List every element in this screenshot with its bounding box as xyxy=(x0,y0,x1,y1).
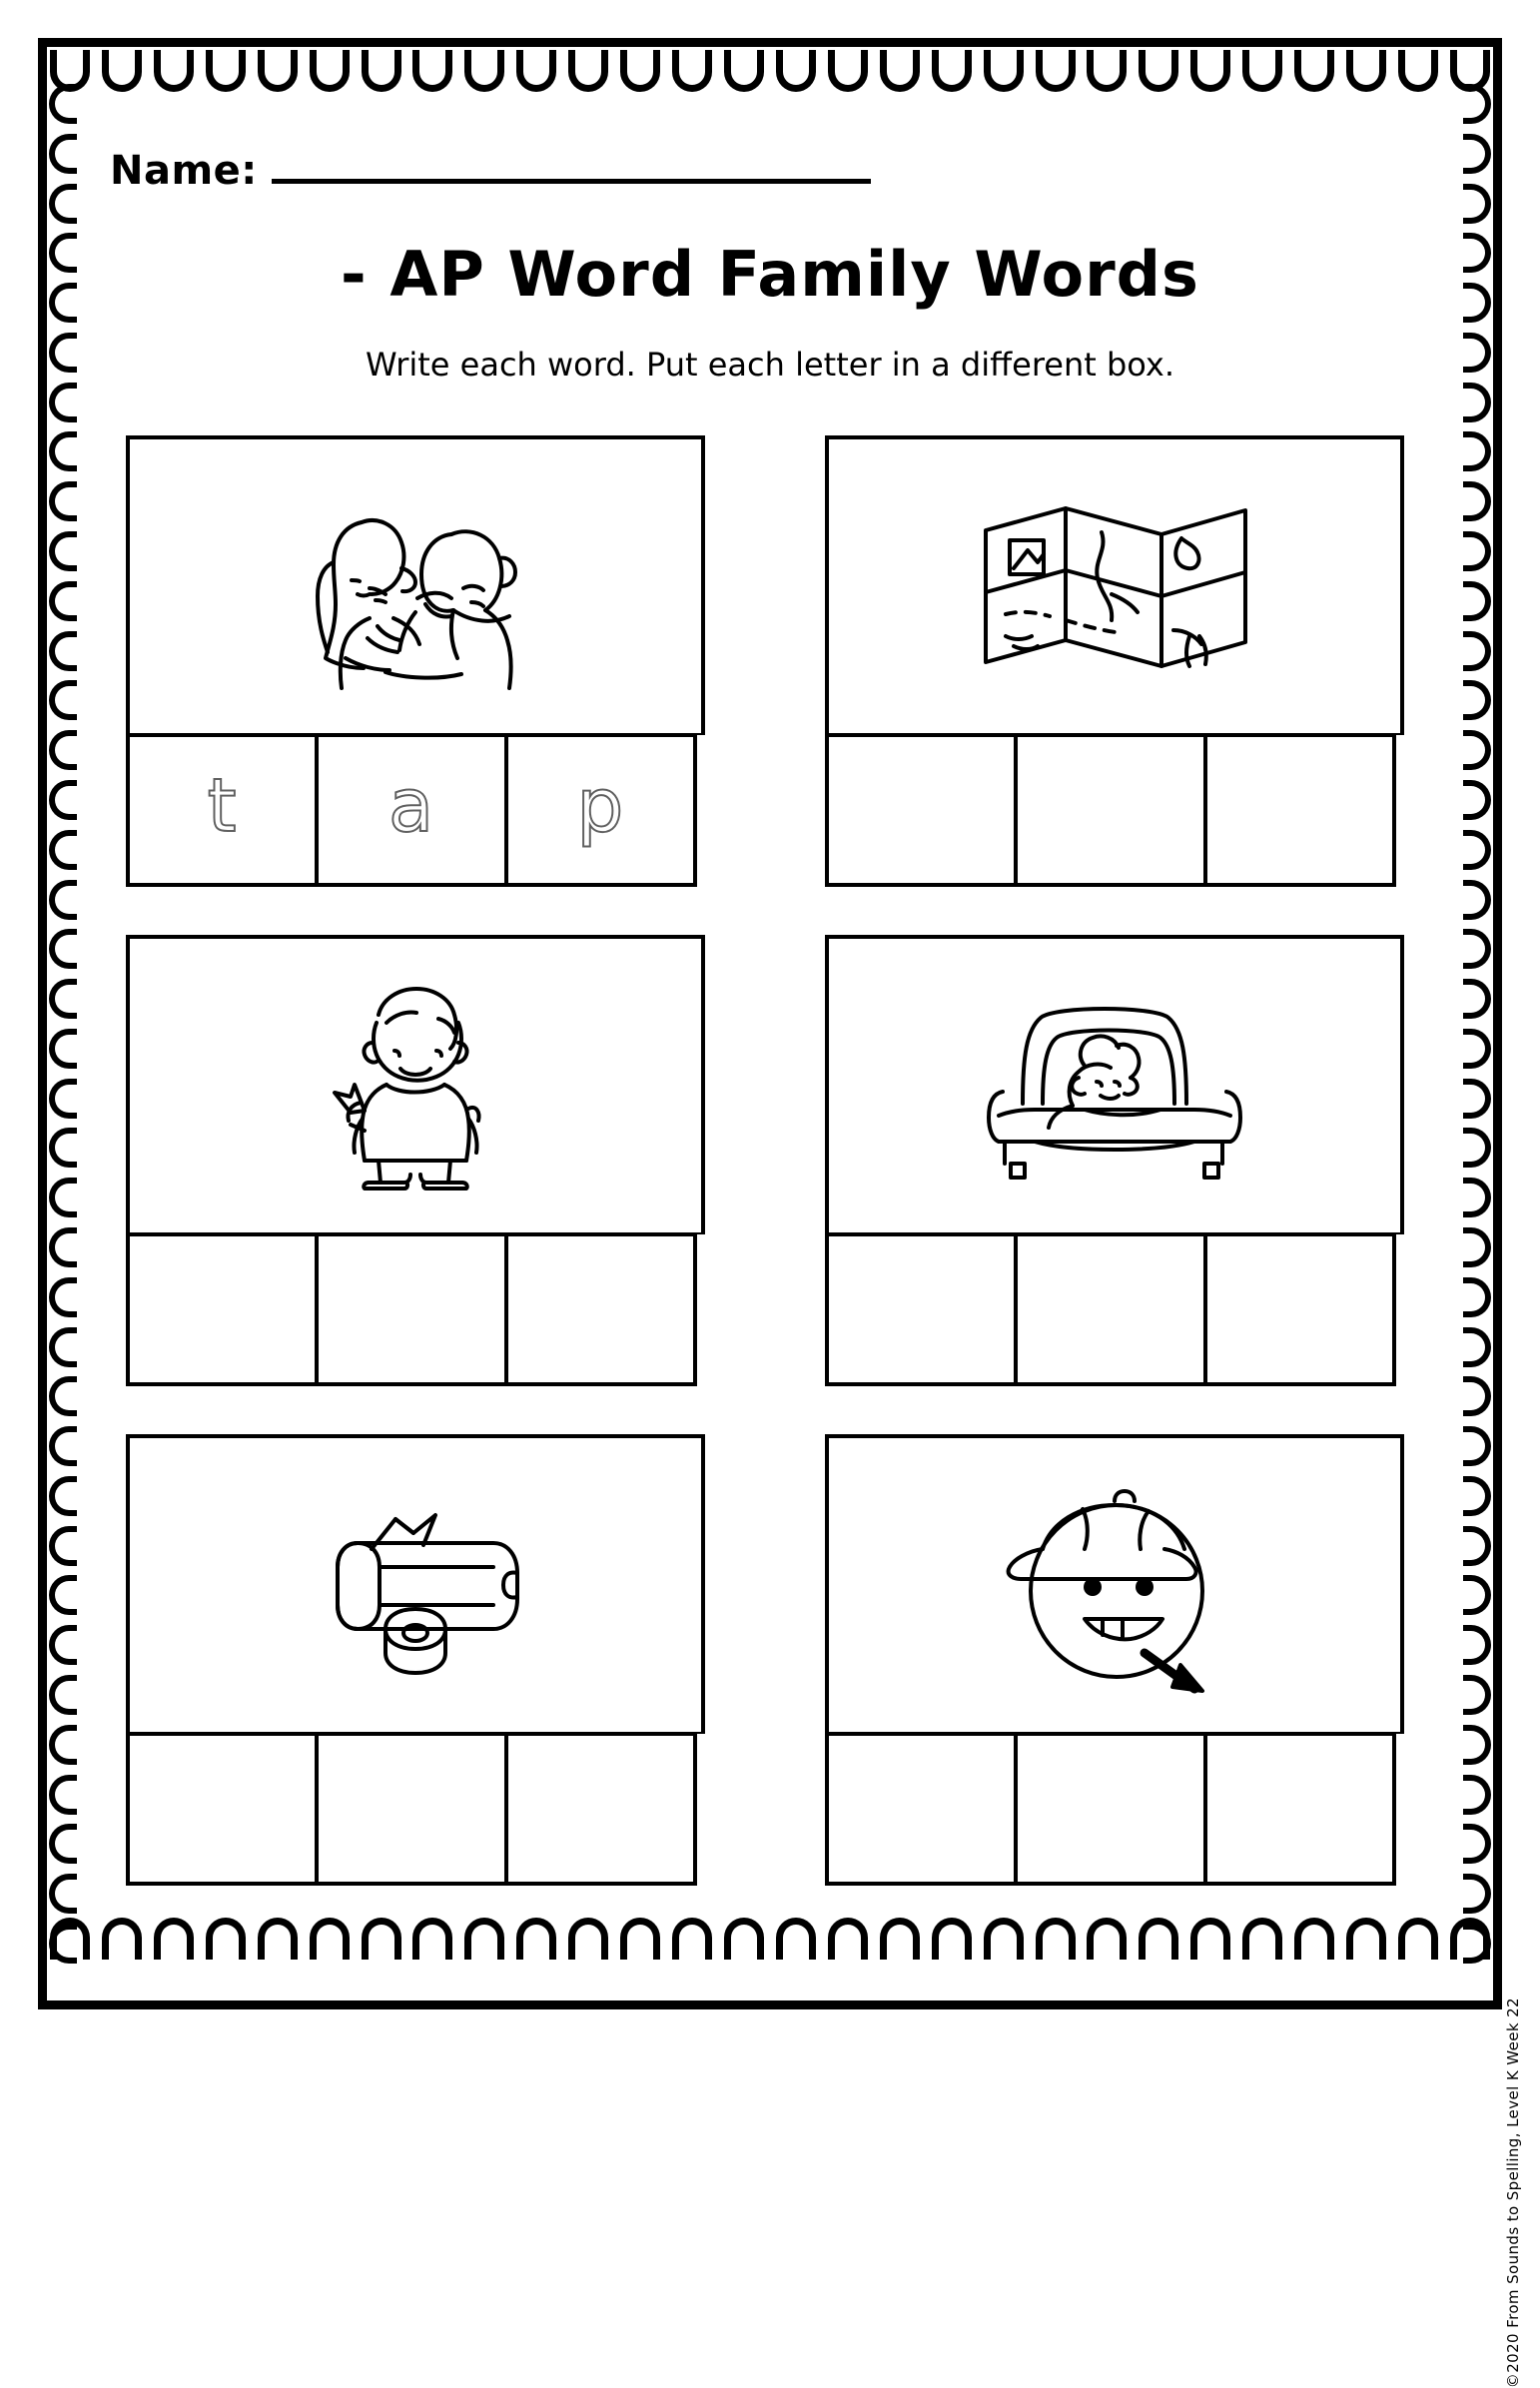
letter-box-row xyxy=(825,735,1404,887)
instructions-text: Write each word. Put each letter in a different box. xyxy=(366,346,1174,384)
scallop-arc xyxy=(49,581,77,621)
scallop-arc xyxy=(672,50,712,92)
scallop-arc xyxy=(1463,979,1491,1019)
traced-letter: p xyxy=(576,763,625,849)
scallop-arc xyxy=(932,50,972,92)
scallop-arc xyxy=(1463,481,1491,521)
scallop-arc xyxy=(1463,431,1491,471)
scallop-arc xyxy=(1463,531,1491,571)
scallop-arc xyxy=(1463,134,1491,174)
letter-box[interactable] xyxy=(126,735,319,887)
letter-box[interactable] xyxy=(825,735,1018,887)
scallop-arc xyxy=(1398,50,1438,92)
scallop-arc xyxy=(49,1227,77,1267)
scallop-arc xyxy=(49,531,77,571)
letter-box[interactable] xyxy=(315,1734,507,1886)
page-title: - AP Word Family Words xyxy=(341,238,1199,311)
scallop-arc xyxy=(1463,1476,1491,1516)
scallop-arc xyxy=(1463,1227,1491,1267)
scallop-arc xyxy=(464,50,504,92)
letter-box[interactable] xyxy=(825,1234,1018,1386)
scallop-arc xyxy=(206,50,246,92)
scallop-arc xyxy=(412,50,452,92)
scallop-arc xyxy=(49,880,77,920)
scallop-arc xyxy=(1463,1526,1491,1566)
scallop-arc xyxy=(49,1476,77,1516)
scallop-arc xyxy=(49,1128,77,1168)
scallop-arc xyxy=(1463,1178,1491,1217)
scallop-arc xyxy=(1463,1376,1491,1416)
child-napping-in-armchair-icon xyxy=(825,935,1404,1234)
scallop-arc xyxy=(776,50,816,92)
scallop-border-top xyxy=(50,48,1490,94)
letter-box-row xyxy=(126,1734,705,1886)
scallop-arc xyxy=(49,1526,77,1566)
scallop-arc xyxy=(1463,1824,1491,1864)
scallop-arc xyxy=(49,1426,77,1466)
letter-box-row xyxy=(126,735,705,887)
traced-letter: a xyxy=(387,763,435,849)
letter-box[interactable] xyxy=(1014,1734,1206,1886)
worksheet-item xyxy=(825,1434,1404,1886)
scallop-arc xyxy=(880,50,920,92)
scallop-arc xyxy=(1463,383,1491,422)
scallop-arc xyxy=(1463,184,1491,224)
scallop-arc xyxy=(49,1824,77,1864)
scallop-arc xyxy=(49,1079,77,1119)
scallop-arc xyxy=(310,50,350,92)
scallop-arc xyxy=(516,50,556,92)
letter-box[interactable] xyxy=(504,1734,697,1886)
scallop-arc xyxy=(362,50,401,92)
traced-letter: t xyxy=(207,763,238,849)
scallop-arc xyxy=(49,1625,77,1665)
children-kissing-icon xyxy=(126,435,705,735)
name-label: Name: xyxy=(110,148,258,194)
letter-box[interactable] xyxy=(1203,1734,1396,1886)
scallop-arc xyxy=(49,184,77,224)
scallop-arc xyxy=(1463,631,1491,671)
scallop-arc xyxy=(49,929,77,969)
scallop-arc xyxy=(1463,1725,1491,1765)
scallop-arc xyxy=(258,50,298,92)
boy-with-backpack-icon xyxy=(126,935,705,1234)
scallop-arc xyxy=(49,1327,77,1367)
scallop-arc xyxy=(1463,1775,1491,1815)
letter-box[interactable] xyxy=(126,1234,319,1386)
scallop-arc xyxy=(49,84,77,124)
scallop-arc xyxy=(49,481,77,521)
letter-box[interactable] xyxy=(1014,1234,1206,1386)
scallop-arc xyxy=(49,1675,77,1715)
letter-box[interactable] xyxy=(825,1734,1018,1886)
scallop-arc xyxy=(1463,929,1491,969)
letter-box-row xyxy=(825,1234,1404,1386)
scallop-arc xyxy=(49,431,77,471)
scallop-arc xyxy=(1463,680,1491,720)
scallop-arc xyxy=(49,979,77,1019)
scallop-arc xyxy=(1139,50,1178,92)
scallop-arc xyxy=(1463,1625,1491,1665)
scallop-arc xyxy=(49,680,77,720)
scallop-arc xyxy=(1463,880,1491,920)
scallop-arc xyxy=(49,1924,77,1964)
scallop-arc xyxy=(1087,50,1127,92)
scallop-arc xyxy=(1346,50,1386,92)
name-field-row xyxy=(110,148,871,194)
scallop-arc xyxy=(1463,830,1491,870)
worksheet-item xyxy=(126,435,705,887)
scallop-arc xyxy=(1463,730,1491,770)
scallop-arc xyxy=(49,1277,77,1317)
scallop-arc xyxy=(154,50,194,92)
folded-map-icon xyxy=(825,435,1404,735)
scallop-arc xyxy=(1190,50,1230,92)
baseball-cap-icon xyxy=(825,1434,1404,1734)
letter-box[interactable] xyxy=(315,1234,507,1386)
scallop-arc xyxy=(984,50,1024,92)
letter-box[interactable] xyxy=(1203,735,1396,887)
scallop-arc xyxy=(1463,1426,1491,1466)
scallop-arc xyxy=(568,50,608,92)
name-input-line[interactable] xyxy=(272,171,871,184)
scallop-arc xyxy=(49,631,77,671)
roll-of-tape-icon xyxy=(126,1434,705,1734)
scallop-arc xyxy=(102,50,142,92)
scallop-arc xyxy=(1294,50,1334,92)
scallop-arc xyxy=(1463,1277,1491,1317)
worksheet-item-grid xyxy=(126,435,1404,1934)
scallop-arc xyxy=(1463,1874,1491,1914)
scallop-arc xyxy=(49,383,77,422)
letter-box-row xyxy=(126,1234,705,1386)
scallop-arc xyxy=(1463,1327,1491,1367)
scallop-arc xyxy=(1463,84,1491,124)
worksheet-item xyxy=(126,935,705,1386)
scallop-arc xyxy=(49,1775,77,1815)
scallop-arc xyxy=(49,730,77,770)
scallop-arc xyxy=(49,780,77,820)
copyright-credit: ©2020 From Sounds to Spelling, Level K Week 22 xyxy=(1504,1997,1522,2388)
letter-box[interactable] xyxy=(504,735,697,887)
scallop-arc xyxy=(49,1575,77,1615)
scallop-arc xyxy=(1463,1924,1491,1964)
scallop-arc xyxy=(49,1178,77,1217)
scallop-arc xyxy=(1036,50,1076,92)
scallop-arc xyxy=(620,50,660,92)
scallop-arc xyxy=(1242,50,1282,92)
worksheet-item xyxy=(825,935,1404,1386)
scallop-arc xyxy=(49,1874,77,1914)
scallop-arc xyxy=(49,830,77,870)
letter-box[interactable] xyxy=(1014,735,1206,887)
scallop-arc xyxy=(1463,581,1491,621)
worksheet-item xyxy=(825,435,1404,887)
scallop-arc xyxy=(1463,1575,1491,1615)
scallop-arc xyxy=(1463,780,1491,820)
scallop-arc xyxy=(49,1029,77,1069)
scallop-arc xyxy=(724,50,764,92)
scallop-arc xyxy=(49,1376,77,1416)
scallop-arc xyxy=(828,50,868,92)
scallop-arc xyxy=(1463,1029,1491,1069)
letter-box[interactable] xyxy=(126,1734,319,1886)
worksheet-item xyxy=(126,1434,705,1886)
letter-box[interactable] xyxy=(504,1234,697,1386)
letter-box[interactable] xyxy=(1203,1234,1396,1386)
letter-box-row xyxy=(825,1734,1404,1886)
scallop-arc xyxy=(49,134,77,174)
letter-box[interactable] xyxy=(315,735,507,887)
scallop-arc xyxy=(1463,1128,1491,1168)
scallop-arc xyxy=(1463,1675,1491,1715)
scallop-arc xyxy=(1463,1079,1491,1119)
scallop-arc xyxy=(49,1725,77,1765)
